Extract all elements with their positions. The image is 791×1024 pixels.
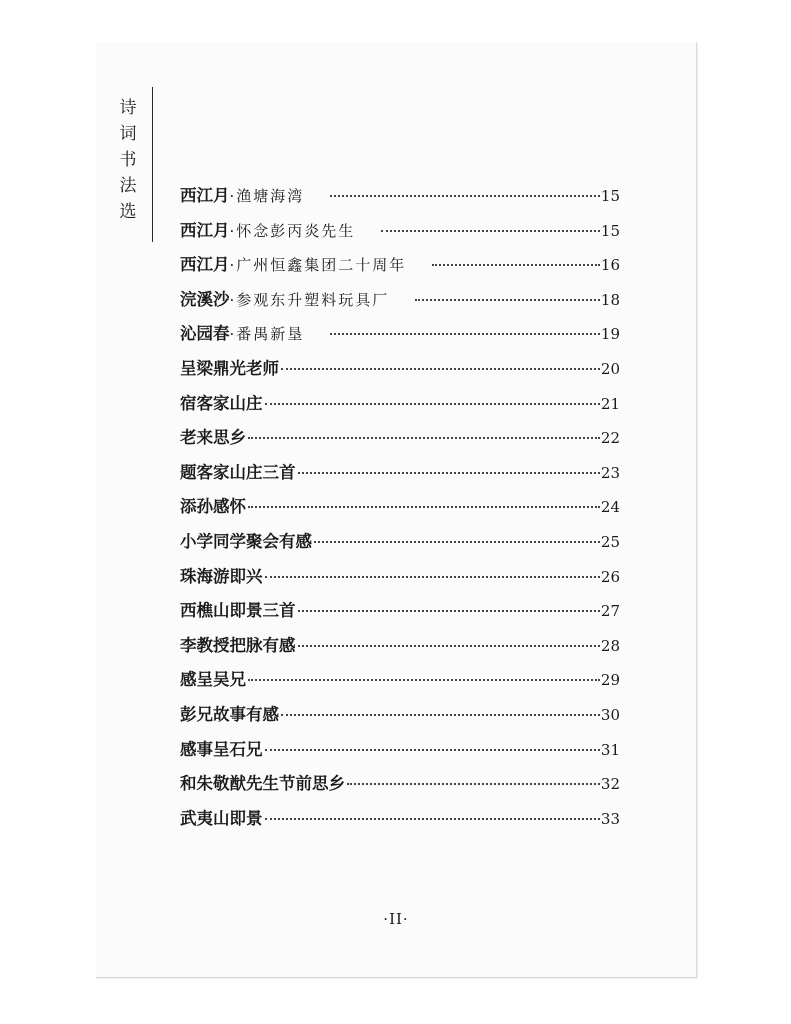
toc-entry	[180, 632, 620, 667]
toc-leader-dots	[347, 783, 600, 785]
toc-entry-page-number: 16	[600, 256, 620, 275]
running-head-char: 选	[119, 202, 137, 222]
toc-entry-main-title: 添孙感怀	[180, 497, 246, 517]
toc-entry-main-title: 呈梁鼎光老师	[180, 358, 279, 378]
toc-entry-page-number: 30	[600, 705, 620, 724]
toc-entry	[180, 424, 620, 459]
toc-entry-main-title: 珠海游即兴	[180, 566, 263, 586]
toc-entry-main-title: 西樵山即景三首	[180, 601, 296, 621]
toc-leader-dots	[381, 230, 600, 232]
toc-entry-subtitle: 番禺新垦	[236, 325, 305, 344]
toc-entry-main-title: 武夷山即景	[180, 808, 263, 828]
toc-entry-subtitle: 怀念彭丙炎先生	[236, 221, 356, 240]
toc-entry-main-title: 感呈吴兄	[180, 670, 246, 690]
toc-entry-title	[180, 632, 296, 656]
toc-entry-subtitle: 广州恒鑫集团二十周年	[236, 256, 407, 275]
toc-leader-dots	[330, 195, 600, 197]
toc-entry-separator: ·	[229, 187, 237, 205]
toc-entry	[180, 390, 620, 425]
toc-entry	[180, 182, 620, 217]
toc-entry-title	[180, 251, 406, 275]
toc-entry	[180, 355, 620, 390]
toc-entry-main-title: 题客家山庄三首	[180, 462, 296, 482]
toc-entry	[180, 701, 620, 736]
toc-entry-main-title: 西江月	[180, 186, 230, 205]
toc-entry-page-number: 21	[600, 394, 620, 413]
toc-entry-separator: ·	[229, 256, 237, 275]
book-page	[96, 42, 697, 978]
toc-entry-page-number: 32	[600, 775, 620, 794]
toc-entry-title	[180, 493, 246, 517]
running-head-char: 法	[119, 176, 137, 196]
toc-entry-page-number: 15	[600, 187, 620, 205]
toc-entry-page-number: 18	[600, 290, 620, 309]
toc-entry-title	[180, 424, 246, 448]
toc-entry-page-number: 27	[600, 602, 620, 621]
running-head-vertical	[116, 95, 140, 225]
toc-leader-dots	[265, 576, 600, 578]
toc-entry-page-number: 22	[600, 429, 620, 448]
toc-entry-main-title: 老来思乡	[180, 428, 246, 448]
toc-entry-main-title: 沁园春	[180, 324, 230, 344]
toc-leader-dots	[281, 368, 600, 370]
toc-entry-page-number: 24	[600, 498, 620, 517]
toc-entry	[180, 493, 620, 528]
toc-entry	[180, 320, 620, 355]
toc-entry-page-number: 28	[600, 636, 620, 655]
toc-leader-dots	[415, 299, 600, 301]
toc-entry-subtitle: 渔塘海湾	[236, 187, 305, 205]
toc-entry-main-title: 李教授把脉有感	[180, 635, 296, 655]
toc-entry-separator: ·	[229, 325, 237, 344]
toc-entry-title	[180, 355, 279, 379]
toc-entry-main-title: 西江月	[180, 255, 230, 275]
toc-entry-page-number: 31	[600, 740, 620, 759]
toc-leader-dots	[298, 472, 600, 474]
toc-leader-dots	[248, 679, 600, 681]
toc-leader-dots	[314, 541, 600, 543]
toc-entry-page-number: 15	[600, 221, 620, 240]
toc-entry-title	[180, 459, 296, 483]
toc-entry	[180, 597, 620, 632]
toc-entry-page-number: 19	[600, 325, 620, 344]
toc-entry	[180, 251, 620, 286]
toc-entry-title	[180, 286, 389, 310]
toc-entry-title	[180, 390, 263, 414]
toc-entry-title	[180, 563, 263, 587]
table-of-contents	[180, 182, 620, 839]
toc-entry	[180, 217, 620, 252]
toc-leader-dots	[330, 333, 600, 335]
page-number: ·II·	[383, 910, 409, 928]
toc-leader-dots	[248, 506, 600, 508]
toc-entry	[180, 805, 620, 840]
toc-entry-page-number: 23	[600, 463, 620, 482]
toc-entry	[180, 736, 620, 771]
toc-entry-title	[180, 736, 263, 760]
toc-entry-title	[180, 528, 312, 552]
toc-entry-title	[180, 320, 304, 344]
toc-entry-separator: ·	[229, 290, 237, 309]
toc-entry	[180, 528, 620, 563]
toc-entry-main-title: 西江月	[180, 220, 230, 240]
toc-entry-main-title: 和朱敬猷先生节前思乡	[180, 774, 345, 794]
toc-entry-main-title: 彭兄故事有感	[180, 704, 279, 724]
toc-entry-page-number: 33	[600, 809, 620, 828]
toc-entry-main-title: 浣溪沙	[180, 289, 230, 309]
toc-leader-dots	[265, 749, 600, 751]
toc-leader-dots	[432, 264, 600, 266]
toc-entry-page-number: 29	[600, 671, 620, 690]
toc-leader-dots	[248, 437, 600, 439]
running-head-char: 书	[119, 150, 137, 170]
toc-entry-title	[180, 182, 304, 206]
toc-entry-title	[180, 805, 263, 829]
running-head-rule	[152, 87, 153, 242]
toc-entry-main-title: 感事呈石兄	[180, 739, 263, 759]
toc-entry-title	[180, 666, 246, 690]
toc-entry-title	[180, 217, 355, 241]
toc-entry	[180, 770, 620, 805]
toc-entry-title	[180, 701, 279, 725]
running-head-char: 诗	[119, 98, 137, 118]
toc-entry-page-number: 20	[600, 359, 620, 378]
toc-entry-separator: ·	[229, 221, 237, 240]
toc-leader-dots	[281, 714, 600, 716]
toc-entry-page-number: 26	[600, 567, 620, 586]
toc-leader-dots	[265, 403, 600, 405]
toc-entry-title	[180, 597, 296, 621]
toc-entry	[180, 563, 620, 598]
toc-entry-subtitle: 参观东升塑料玩具厂	[236, 290, 390, 309]
toc-entry	[180, 286, 620, 321]
toc-leader-dots	[298, 610, 600, 612]
toc-entry-page-number: 25	[600, 532, 620, 551]
toc-entry-main-title: 小学同学聚会有感	[180, 531, 312, 551]
toc-entry-main-title: 宿客家山庄	[180, 393, 263, 413]
toc-entry	[180, 666, 620, 701]
toc-entry-title	[180, 770, 345, 794]
running-head-char: 词	[119, 124, 137, 144]
toc-leader-dots	[265, 818, 600, 820]
toc-leader-dots	[298, 645, 600, 647]
toc-entry	[180, 459, 620, 494]
